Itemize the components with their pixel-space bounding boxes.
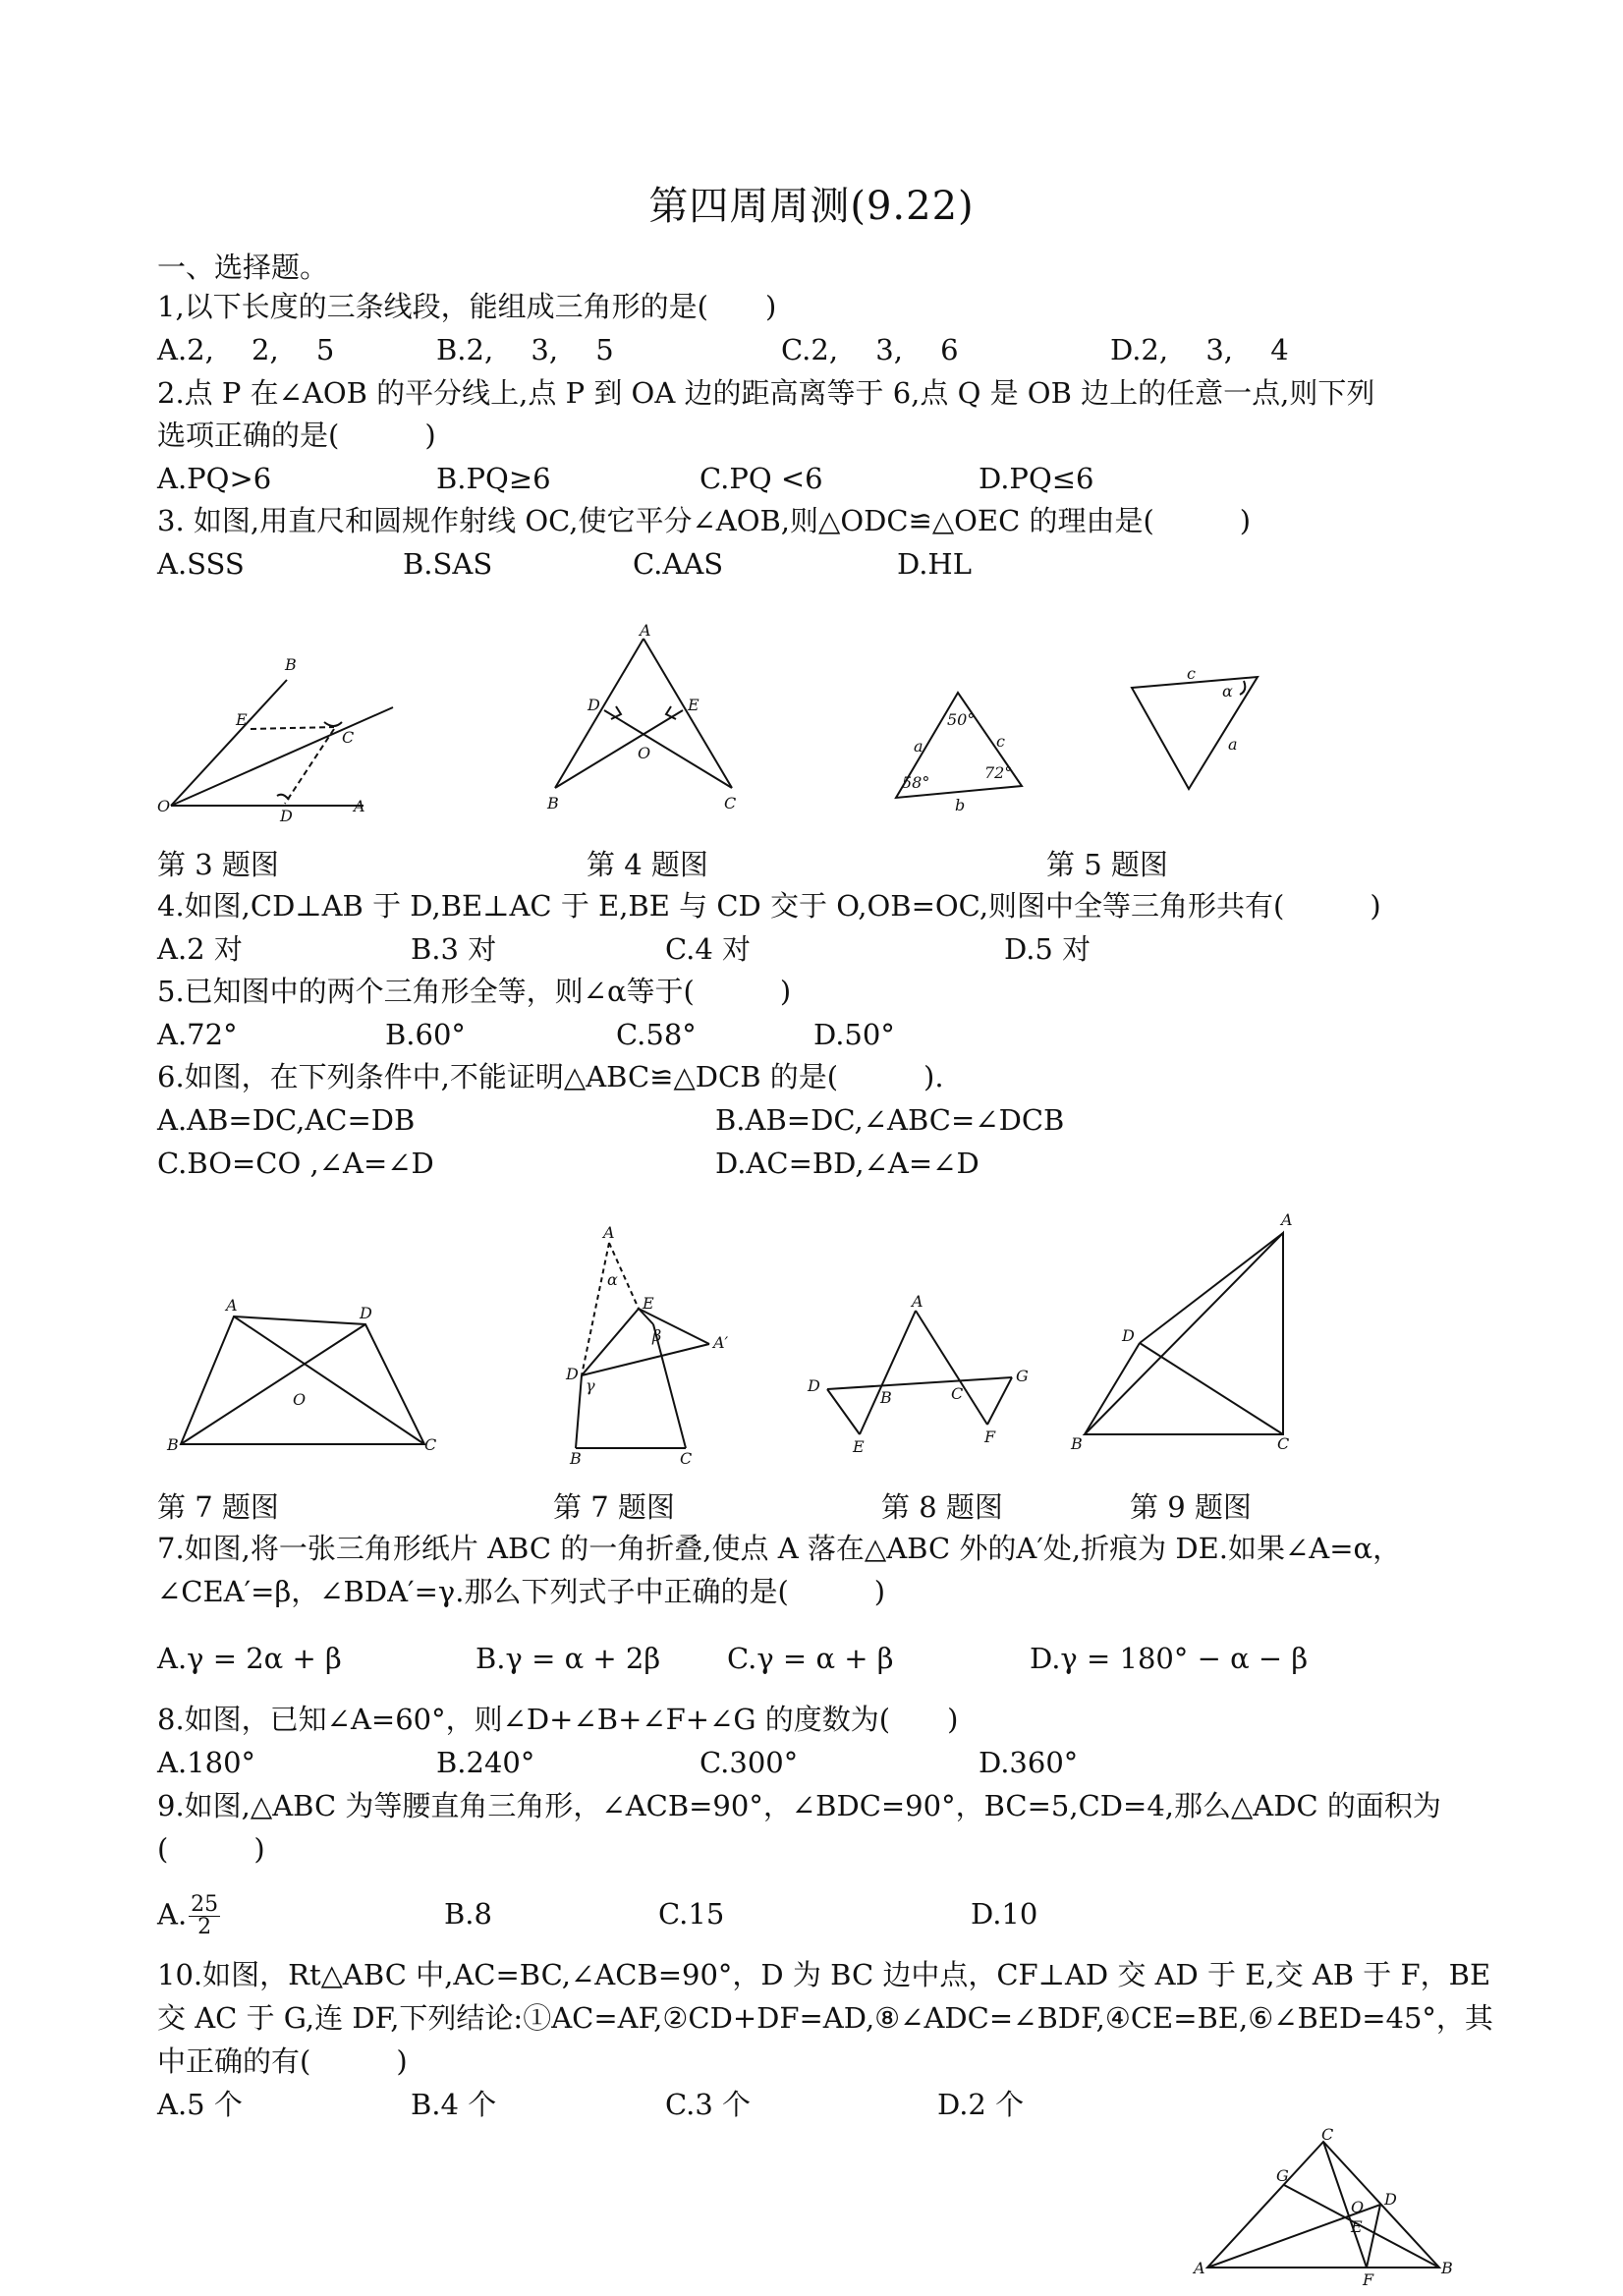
q1-option-c: C.2, 3, 6 — [781, 333, 959, 366]
f8-label-c: C — [951, 1384, 964, 1403]
f6-label-a: A — [226, 1296, 238, 1315]
q10-stem-line3: 中正确的有( ) — [157, 2044, 408, 2078]
q7-option-a: A.γ = 2α + β — [157, 1642, 342, 1675]
f6-label-b: B — [167, 1435, 179, 1454]
f4-label-a: A — [640, 621, 651, 640]
f10-label-f: F — [1363, 2270, 1374, 2289]
q7-option-d: D.γ = 180° − α − β — [1030, 1642, 1309, 1675]
f8-label-g: G — [1016, 1367, 1029, 1385]
f5a-label-a: a — [914, 737, 923, 756]
f8-label-b: B — [880, 1388, 892, 1407]
q2-option-a: A.PQ>6 — [157, 462, 272, 495]
figure-q4 — [545, 621, 752, 820]
q6-option-c: C.BO=CO ,∠A=∠D — [157, 1147, 434, 1180]
f8-label-a: A — [912, 1292, 923, 1311]
caption-fig5: 第 5 题图 — [1046, 848, 1168, 881]
q5-option-b: B.60° — [385, 1018, 466, 1051]
q10-stem-line2: 交 AC 于 G,连 DF,下列结论:①AC=AF,②CD+DF=AD,⑧∠ADC=∠BDF,④CE=BE,⑥∠BED=45°，其 — [157, 2001, 1493, 2035]
q6-option-a: A.AB=DC,AC=DB — [157, 1103, 416, 1137]
q9-option-a — [157, 1894, 220, 1938]
caption-fig4: 第 4 题图 — [587, 848, 708, 881]
f5b-label-a: a — [1228, 735, 1238, 754]
f9-label-c: C — [1277, 1434, 1290, 1453]
f3-label-b: B — [285, 655, 297, 674]
q6-stem: 6.如图，在下列条件中,不能证明△ABC≌△DCB 的是( ). — [157, 1060, 944, 1093]
figure-q3 — [157, 648, 403, 825]
q3-stem: 3. 如图,用直尺和圆规作射线 OC,使它平分∠AOB,则△ODC≌△OEC 的理由是( ) — [157, 504, 1252, 537]
f7-label-c: C — [680, 1449, 693, 1468]
f7-label-alpha: α — [607, 1270, 618, 1289]
figure-q8 — [806, 1292, 1041, 1456]
f4-label-d: D — [588, 696, 600, 714]
q2-stem-line2: 选项正确的是( ) — [157, 419, 436, 452]
q4-option-d: D.5 对 — [1004, 932, 1091, 966]
q10-option-c: C.3 个 — [665, 2088, 752, 2121]
figure-q5-triangle-a — [884, 688, 1032, 815]
q6-option-b: B.AB=DC,∠ABC=∠DCB — [715, 1103, 1065, 1137]
f3-label-e: E — [236, 710, 248, 729]
q9-option-b: B.8 — [444, 1897, 492, 1931]
q1-stem: 1,以下长度的三条线段，能组成三角形的是( ) — [157, 290, 777, 323]
q10-option-a: A.5 个 — [157, 2088, 243, 2121]
q3-option-b: B.SAS — [403, 547, 493, 581]
q5-option-d: D.50° — [813, 1018, 895, 1051]
f5a-label-58: 58° — [902, 773, 930, 792]
figure-q7 — [550, 1223, 737, 1468]
f5b-label-alpha: α — [1222, 682, 1233, 700]
f7-label-b: B — [570, 1449, 582, 1468]
caption-fig6: 第 7 题图 — [157, 1490, 279, 1524]
q4-stem: 4.如图,CD⊥AB 于 D,BE⊥AC 于 E,BE 与 CD 交于 O,OB=OC,则图中全等三角形共有( ) — [157, 889, 1381, 923]
f4-label-e: E — [688, 696, 700, 714]
f5a-label-72: 72° — [984, 763, 1013, 782]
f4-label-c: C — [724, 794, 737, 812]
q1-option-b: B.2, 3, 5 — [436, 333, 614, 366]
f9-label-a: A — [1281, 1210, 1293, 1229]
f7-label-d: D — [566, 1365, 579, 1383]
figure-q9 — [1071, 1210, 1307, 1453]
f3-label-c: C — [342, 728, 355, 747]
q9-option-d: D.10 — [971, 1897, 1038, 1931]
caption-fig8: 第 8 题图 — [881, 1490, 1003, 1524]
f5a-label-c: c — [996, 732, 1005, 751]
q8-option-c: C.300° — [700, 1746, 799, 1779]
f6-label-o: O — [293, 1390, 307, 1409]
f10-label-o: O — [1351, 2198, 1365, 2216]
q5-option-c: C.58° — [616, 1018, 697, 1051]
q9-stem-line2: ( ) — [157, 1832, 265, 1866]
q8-option-b: B.240° — [436, 1746, 535, 1779]
q4-option-b: B.3 对 — [411, 932, 497, 966]
q2-option-d: D.PQ≤6 — [979, 462, 1094, 495]
q1-option-a: A.2, 2, 5 — [157, 333, 335, 366]
q7-stem-line2: ∠CEA′=β，∠BDA′=γ.那么下列式子中正确的是( ) — [157, 1575, 886, 1608]
q3-option-d: D.HL — [897, 547, 972, 581]
q10-option-b: B.4 个 — [411, 2088, 497, 2121]
q1-option-d: D.2, 3, 4 — [1110, 333, 1289, 366]
q2-option-b: B.PQ≥6 — [436, 462, 551, 495]
page-title: 第四周周测(9.22) — [648, 184, 975, 229]
f7-label-gamma: γ — [586, 1376, 595, 1395]
f4-label-b: B — [547, 794, 559, 812]
f6-label-c: C — [424, 1435, 437, 1454]
q10-stem-line1: 10.如图，Rt△ABC 中,AC=BC,∠ACB=90°，D 为 BC 边中点，CF⊥AD 交 AD 于 E,交 AB 于 F，BE — [157, 1958, 1491, 1991]
f10-label-e: E — [1351, 2217, 1363, 2236]
q4-option-a: A.2 对 — [157, 932, 243, 966]
q3-option-c: C.AAS — [633, 547, 724, 581]
f8-label-f: F — [984, 1428, 996, 1446]
figure-q6 — [167, 1297, 442, 1454]
f8-label-d: D — [808, 1376, 820, 1395]
q8-stem: 8.如图，已知∠A=60°，则∠D+∠B+∠F+∠G 的度数为( ) — [157, 1703, 959, 1736]
q7-stem-line1: 7.如图,将一张三角形纸片 ABC 的一角折叠,使点 A 落在△ABC 外的A′处,折痕为 DE.如果∠A=α， — [157, 1532, 1402, 1565]
figure-q5-triangle-b — [1120, 663, 1267, 801]
f10-label-a: A — [1194, 2259, 1205, 2277]
caption-fig3: 第 3 题图 — [157, 848, 279, 881]
figure-q10 — [1194, 2125, 1459, 2289]
f10-label-g: G — [1276, 2166, 1289, 2185]
q9-option-c: C.15 — [658, 1897, 725, 1931]
f7-label-beta: β — [652, 1326, 662, 1345]
f3-label-o: O — [157, 797, 171, 815]
q2-stem-line1: 2.点 P 在∠AOB 的平分线上,点 P 到 OA 边的距高离等于 6,点 Q 是 OB 边上的任意一点,则下列 — [157, 376, 1375, 410]
caption-fig9: 第 9 题图 — [1130, 1490, 1252, 1524]
f10-label-d: D — [1384, 2190, 1397, 2209]
f10-label-c: C — [1321, 2125, 1334, 2144]
q9-option-a-prefix: A. — [157, 1897, 188, 1932]
q9-option-a-fraction — [189, 1894, 220, 1938]
q9-option-a-numerator: 25 — [191, 1892, 219, 1917]
q6-option-d: D.AC=BD,∠A=∠D — [715, 1147, 979, 1180]
q5-option-a: A.72° — [157, 1018, 238, 1051]
q7-option-c: C.γ = α + β — [727, 1642, 894, 1675]
f6-label-d: D — [360, 1304, 372, 1322]
q9-stem-line1: 9.如图,△ABC 为等腰直角三角形，∠ACB=90°，∠BDC=90°，BC=5,CD=4,那么△ADC 的面积为 — [157, 1789, 1441, 1822]
f7-label-e: E — [643, 1294, 654, 1313]
f10-label-b: B — [1441, 2259, 1453, 2277]
f8-label-e: E — [853, 1437, 865, 1456]
f7-label-a: A — [603, 1223, 615, 1242]
f3-label-a: A — [354, 797, 365, 815]
f3-label-d: D — [280, 807, 293, 825]
q5-stem: 5.已知图中的两个三角形全等，则∠α等于( ) — [157, 975, 792, 1008]
f5b-label-c: c — [1187, 664, 1196, 683]
q3-option-a: A.SSS — [157, 547, 245, 581]
q4-option-c: C.4 对 — [665, 932, 752, 966]
f9-label-b: B — [1071, 1434, 1083, 1453]
q8-option-d: D.360° — [979, 1746, 1079, 1779]
q2-option-c: C.PQ <6 — [700, 462, 823, 495]
q8-option-a: A.180° — [157, 1746, 256, 1779]
f5a-label-50: 50° — [947, 710, 976, 729]
f9-label-d: D — [1122, 1326, 1135, 1345]
f7-label-a-prime: A′ — [713, 1333, 729, 1352]
q7-option-b: B.γ = α + 2β — [476, 1642, 661, 1675]
caption-fig7: 第 7 题图 — [553, 1490, 675, 1524]
f5a-label-b: b — [955, 796, 966, 814]
f4-label-o: O — [638, 744, 651, 762]
q10-option-d: D.2 个 — [937, 2088, 1025, 2121]
section-heading: 一、选择题。 — [157, 251, 329, 284]
q9-option-a-denominator: 2 — [197, 1915, 212, 1939]
